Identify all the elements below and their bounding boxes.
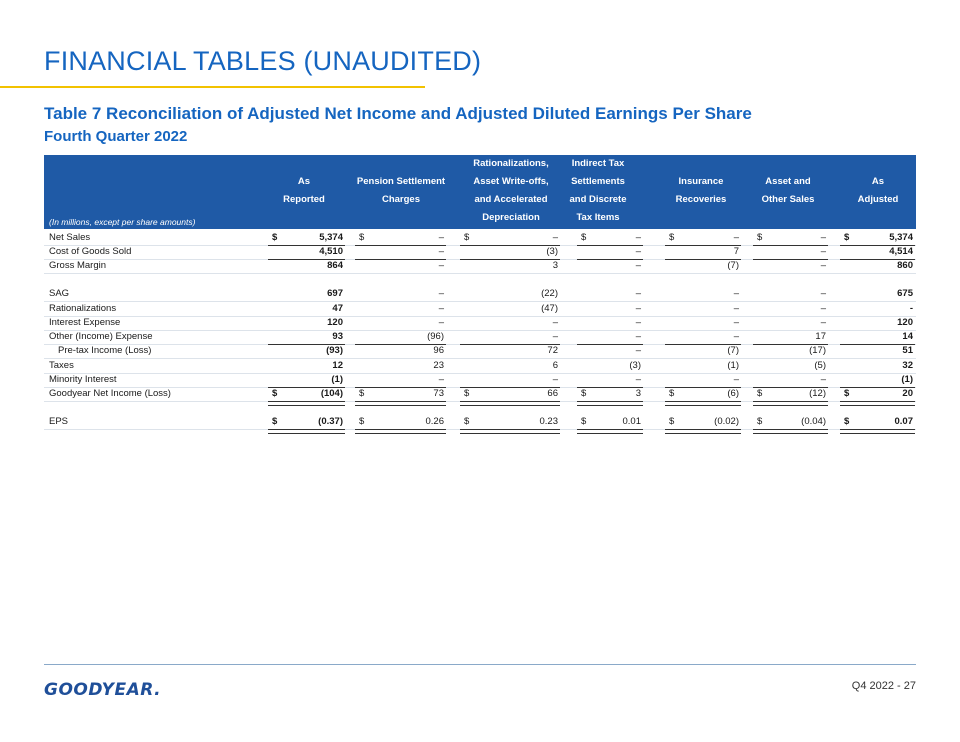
table-cell: – <box>733 303 739 314</box>
table-cell: (0.37) <box>318 416 343 427</box>
row-label: Gross Margin <box>49 260 107 271</box>
table-cell: (6) <box>727 388 739 399</box>
table-header <box>44 155 916 229</box>
period-label: Fourth Quarter 2022 <box>44 128 188 145</box>
table-cell: 14 <box>902 331 913 342</box>
column-header: Asset and Other Sales <box>761 176 815 205</box>
row-label: SAG <box>49 288 70 299</box>
double-underline <box>577 401 643 406</box>
table-row <box>44 287 916 302</box>
row-label: Cost of Goods Sold <box>49 246 132 257</box>
table-cell: (1) <box>331 374 343 385</box>
row-label: Net Sales <box>49 232 91 243</box>
table-cell: – <box>438 260 444 271</box>
row-label: Goodyear Net Income (Loss) <box>49 388 171 399</box>
dollar-sign: $ <box>272 388 278 399</box>
dollar-sign: $ <box>359 416 365 427</box>
dollar-sign: $ <box>581 388 587 399</box>
row-label: Interest Expense <box>49 317 121 328</box>
table-cell: – <box>635 288 641 299</box>
table-cell: 0.07 <box>894 416 913 427</box>
dollar-sign: $ <box>669 232 675 243</box>
table-cell: - <box>909 303 913 314</box>
table-cell: (17) <box>809 345 826 356</box>
footer-divider <box>44 664 916 665</box>
table-cell: 73 <box>433 388 444 399</box>
table-cell: – <box>733 331 739 342</box>
table-cell: (104) <box>320 388 343 399</box>
page-title: FINANCIAL TABLES (UNAUDITED) <box>44 46 482 76</box>
double-underline <box>665 401 741 406</box>
double-underline <box>355 429 446 434</box>
table-cell: 5,374 <box>889 232 913 243</box>
table-cell: – <box>635 374 641 385</box>
dollar-sign: $ <box>757 388 763 399</box>
double-underline <box>577 429 643 434</box>
table-cell: 864 <box>327 260 343 271</box>
table-cell: – <box>635 260 641 271</box>
table-cell: – <box>552 232 558 243</box>
table-cell: – <box>820 232 826 243</box>
double-underline <box>460 429 560 434</box>
table-cell: 0.01 <box>622 416 641 427</box>
table-cell: 93 <box>332 331 343 342</box>
dollar-sign: $ <box>359 232 365 243</box>
column-header: Pension Settlement Charges <box>356 176 446 205</box>
table-row <box>44 415 916 430</box>
dollar-sign: $ <box>844 416 850 427</box>
table-cell: 7 <box>733 246 739 257</box>
title-underline <box>0 86 425 88</box>
table-cell: – <box>635 232 641 243</box>
dollar-sign: $ <box>272 232 278 243</box>
table-cell: 5,374 <box>319 232 343 243</box>
table-row <box>44 359 916 374</box>
dollar-sign: $ <box>757 232 763 243</box>
units-note: (In millions, except per share amounts) <box>49 217 196 227</box>
table-cell: 23 <box>433 360 444 371</box>
dollar-sign: $ <box>757 416 763 427</box>
column-header: Indirect Tax Settlements and Discrete Tax Items <box>569 158 627 223</box>
row-label: Rationalizations <box>49 303 117 314</box>
table-row <box>44 387 916 402</box>
double-underline <box>665 429 741 434</box>
table-cell: (96) <box>427 331 444 342</box>
table-cell: 4,514 <box>889 246 913 257</box>
table-cell: 20 <box>902 388 913 399</box>
table-cell: 6 <box>552 360 558 371</box>
table-cell: (1) <box>727 360 739 371</box>
row-label: EPS <box>49 416 69 427</box>
table-row <box>44 302 916 317</box>
double-underline <box>355 401 446 406</box>
dollar-sign: $ <box>359 388 365 399</box>
table-row <box>44 245 916 260</box>
table-title: Table 7 Reconciliation of Adjusted Net Income and Adjusted Diluted Earnings Per Share <box>44 104 752 123</box>
table-cell: – <box>635 345 641 356</box>
double-underline <box>268 401 345 406</box>
table-row <box>44 373 916 388</box>
table-cell: (47) <box>541 303 558 314</box>
dollar-sign: $ <box>464 388 470 399</box>
table-cell: 12 <box>332 360 343 371</box>
double-underline <box>753 429 828 434</box>
table-cell: – <box>438 246 444 257</box>
row-label: Taxes <box>49 360 74 371</box>
column-header: Insurance Recoveries <box>675 176 727 205</box>
table-cell: (3) <box>546 246 558 257</box>
table-cell: – <box>438 303 444 314</box>
table-cell: 675 <box>897 288 913 299</box>
table-row <box>44 316 916 331</box>
page-number: Q4 2022 - 27 <box>851 680 916 692</box>
table-cell: (7) <box>727 260 739 271</box>
table-cell: (22) <box>541 288 558 299</box>
table-row <box>44 344 916 359</box>
table-cell: – <box>733 317 739 328</box>
table-cell: – <box>438 288 444 299</box>
table-cell: 4,510 <box>319 246 343 257</box>
table-cell: 17 <box>815 331 826 342</box>
table-cell: – <box>733 288 739 299</box>
table-cell: – <box>635 317 641 328</box>
dollar-sign: $ <box>844 232 850 243</box>
table-cell: 32 <box>902 360 913 371</box>
double-underline <box>268 429 345 434</box>
dollar-sign: $ <box>464 232 470 243</box>
table-cell: – <box>820 260 826 271</box>
table-cell: 66 <box>547 388 558 399</box>
table-cell: – <box>552 331 558 342</box>
table-cell: 96 <box>433 345 444 356</box>
table-cell: 0.26 <box>425 416 444 427</box>
table-cell: – <box>733 232 739 243</box>
dollar-sign: $ <box>669 416 675 427</box>
table-cell: – <box>733 374 739 385</box>
table-cell: (5) <box>814 360 826 371</box>
table-cell: – <box>820 317 826 328</box>
table-cell: – <box>635 331 641 342</box>
dollar-sign: $ <box>581 232 587 243</box>
table-cell: 51 <box>902 345 913 356</box>
column-header: As Reported <box>283 176 325 205</box>
table-cell: (12) <box>809 388 826 399</box>
column-header: Rationalizations, Asset Write-offs, and Accelerated Depreciation <box>473 158 549 223</box>
column-header: As Adjusted <box>857 176 899 205</box>
double-underline <box>840 401 915 406</box>
table-cell: 0.23 <box>539 416 558 427</box>
dollar-sign: $ <box>669 388 675 399</box>
table-cell: – <box>635 303 641 314</box>
table-cell: 120 <box>897 317 913 328</box>
double-underline <box>460 401 560 406</box>
table-cell: (3) <box>629 360 641 371</box>
table-row <box>44 259 916 274</box>
table-cell: – <box>438 232 444 243</box>
table-cell: – <box>552 374 558 385</box>
dollar-sign: $ <box>464 416 470 427</box>
table-cell: 3 <box>635 388 641 399</box>
table-cell: 120 <box>327 317 343 328</box>
double-underline <box>753 401 828 406</box>
table-cell: 860 <box>897 260 913 271</box>
table-cell: 697 <box>327 288 343 299</box>
table-cell: – <box>820 246 826 257</box>
table-row <box>44 330 916 345</box>
table-cell: – <box>820 303 826 314</box>
table-cell: – <box>635 246 641 257</box>
table-cell: (0.02) <box>714 416 739 427</box>
table-cell: – <box>820 374 826 385</box>
table-cell: 72 <box>547 345 558 356</box>
table-cell: – <box>552 317 558 328</box>
table-cell: – <box>438 374 444 385</box>
dollar-sign: $ <box>581 416 587 427</box>
table-cell: 3 <box>552 260 558 271</box>
table-cell: – <box>438 317 444 328</box>
table-cell: (7) <box>727 345 739 356</box>
table-cell: 47 <box>332 303 343 314</box>
table-cell: (1) <box>901 374 913 385</box>
row-label: Other (Income) Expense <box>49 331 153 342</box>
double-underline <box>840 429 915 434</box>
goodyear-logo: GOODYEAR. <box>44 680 162 700</box>
dollar-sign: $ <box>272 416 278 427</box>
table-row <box>44 231 916 246</box>
table-cell: (93) <box>326 345 343 356</box>
row-label: Pre-tax Income (Loss) <box>58 345 152 356</box>
table-cell: (0.04) <box>801 416 826 427</box>
table-cell: – <box>820 288 826 299</box>
row-label: Minority Interest <box>49 374 117 385</box>
dollar-sign: $ <box>844 388 850 399</box>
